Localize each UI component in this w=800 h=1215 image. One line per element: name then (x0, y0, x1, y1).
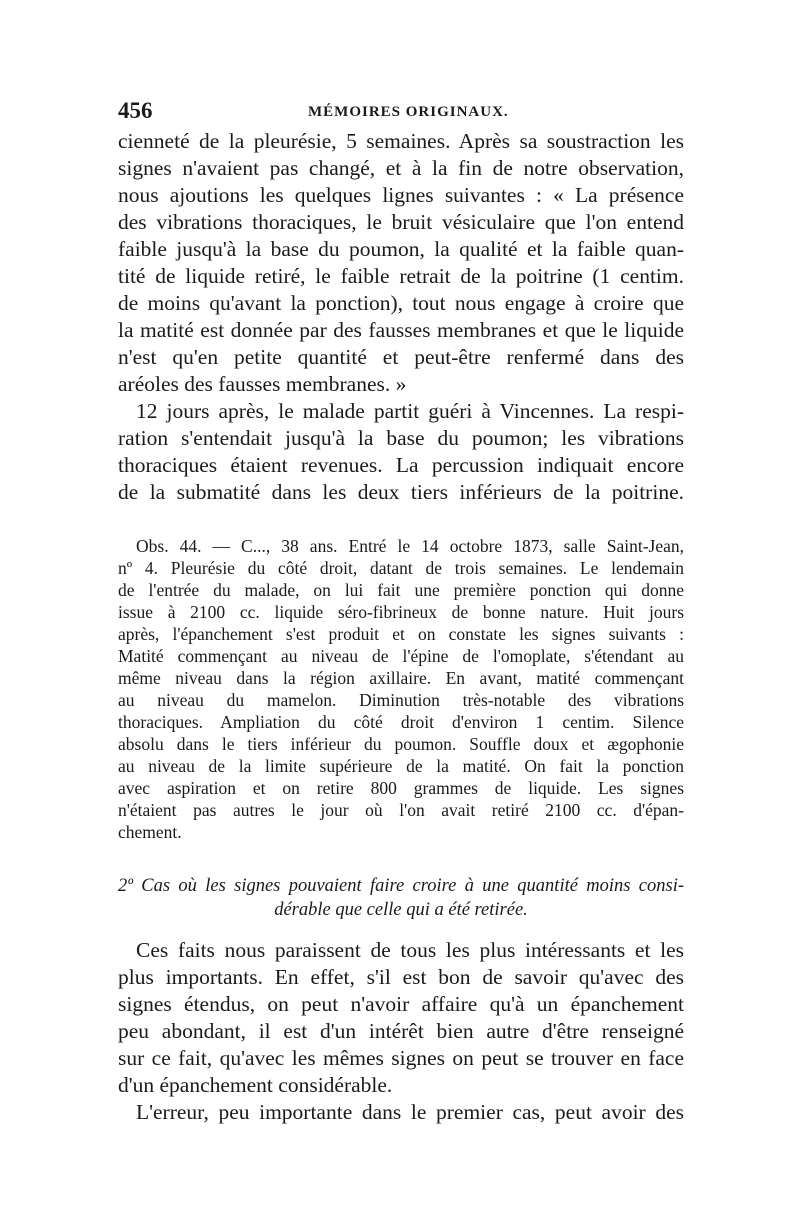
observation-line: de l'entrée du malade, on lui fait une première ponction qui donne (118, 580, 684, 600)
observation-line: Matité commençant au niveau de l'épine de l'omoplate, s'étendant au (118, 646, 684, 666)
text-line: thoraciques étaient revenues. La percussion indiquait encore (118, 453, 684, 477)
observation-line: thoraciques. Ampliation du côté droit d'environ 1 centim. Silence (118, 712, 684, 732)
text-line: n'est qu'en petite quantité et peut-être renfermé dans des (118, 345, 684, 369)
text-line: sur ce fait, qu'avec les mêmes signes on peut se trouver en face (118, 1046, 684, 1070)
text-line: peu abondant, il est d'un intérêt bien autre d'être renseigné (118, 1019, 684, 1043)
text-line: aréoles des fausses membranes. » (118, 372, 407, 396)
observation-line: chement. (118, 822, 182, 842)
text-line: faible jusqu'à la base du poumon, la qualité et la faible quan- (118, 237, 684, 261)
text-line: ration s'entendait jusqu'à la base du poumon; les vibrations (118, 426, 684, 450)
page-number: 456 (118, 98, 153, 123)
text-line: des vibrations thoraciques, le bruit vésiculaire que l'on entend (118, 210, 684, 234)
section-heading-continued: dérable que celle qui a été retirée. (274, 900, 528, 920)
observation-line: au niveau de la limite supérieure de la matité. On fait la ponction (118, 756, 684, 776)
text-line: nous ajoutions les quelques lignes suivantes : « La présence (118, 183, 684, 207)
observation-line: au niveau du mamelon. Diminution très-notable des vibrations (118, 690, 684, 710)
section-heading: 2º Cas où les signes pouvaient faire croire à une quantité moins consi- (118, 876, 684, 896)
observation-line: issue à 2100 cc. liquide séro-fibrineux de bonne nature. Huit jours (118, 602, 684, 622)
text-line: d'un épanchement considérable. (118, 1073, 393, 1097)
observation-line: absolu dans le tiers inférieur du poumon. Souffle doux et ægophonie (118, 734, 684, 754)
observation-line: après, l'épanchement s'est produit et on constate les signes suivants : (118, 624, 684, 644)
text-line: plus importants. En effet, s'il est bon de savoir qu'avec des (118, 965, 684, 989)
observation-line: même niveau dans la région axillaire. En avant, matité commençant (118, 668, 684, 688)
text-line: la matité est donnée par des fausses membranes et que le liquide (118, 318, 684, 342)
text-line: de moins qu'avant la ponction), tout nous engage à croire que (118, 291, 684, 315)
text-line: Ces faits nous paraissent de tous les plus intéressants et les (136, 938, 684, 962)
observation-line: n'étaient pas autres le jour où l'on avait retiré 2100 cc. d'épan- (118, 800, 684, 820)
text-line: signes n'avaient pas changé, et à la fin de notre observation, (118, 156, 684, 180)
text-line: cienneté de la pleurésie, 5 semaines. Après sa soustraction les (118, 129, 684, 153)
text-line: de la submatité dans les deux tiers inférieurs de la poitrine. (118, 480, 684, 504)
text-line: tité de liquide retiré, le faible retrait de la poitrine (1 centim. (118, 264, 684, 288)
text-line: L'erreur, peu importante dans le premier cas, peut avoir des (136, 1100, 684, 1124)
running-head: MÉMOIRES ORIGINAUX. (308, 104, 509, 120)
text-line: 12 jours après, le malade partit guéri à Vincennes. La respi- (136, 399, 684, 423)
text-line: signes étendus, on peut n'avoir affaire qu'à un épanchement (118, 992, 684, 1016)
observation-line: avec aspiration et on retire 800 grammes de liquide. Les signes (118, 778, 684, 798)
observation-line: Obs. 44. — C..., 38 ans. Entré le 14 octobre 1873, salle Saint-Jean, (136, 536, 684, 556)
observation-line: nº 4. Pleurésie du côté droit, datant de trois semaines. Le lendemain (118, 558, 684, 578)
page-header (118, 98, 698, 128)
